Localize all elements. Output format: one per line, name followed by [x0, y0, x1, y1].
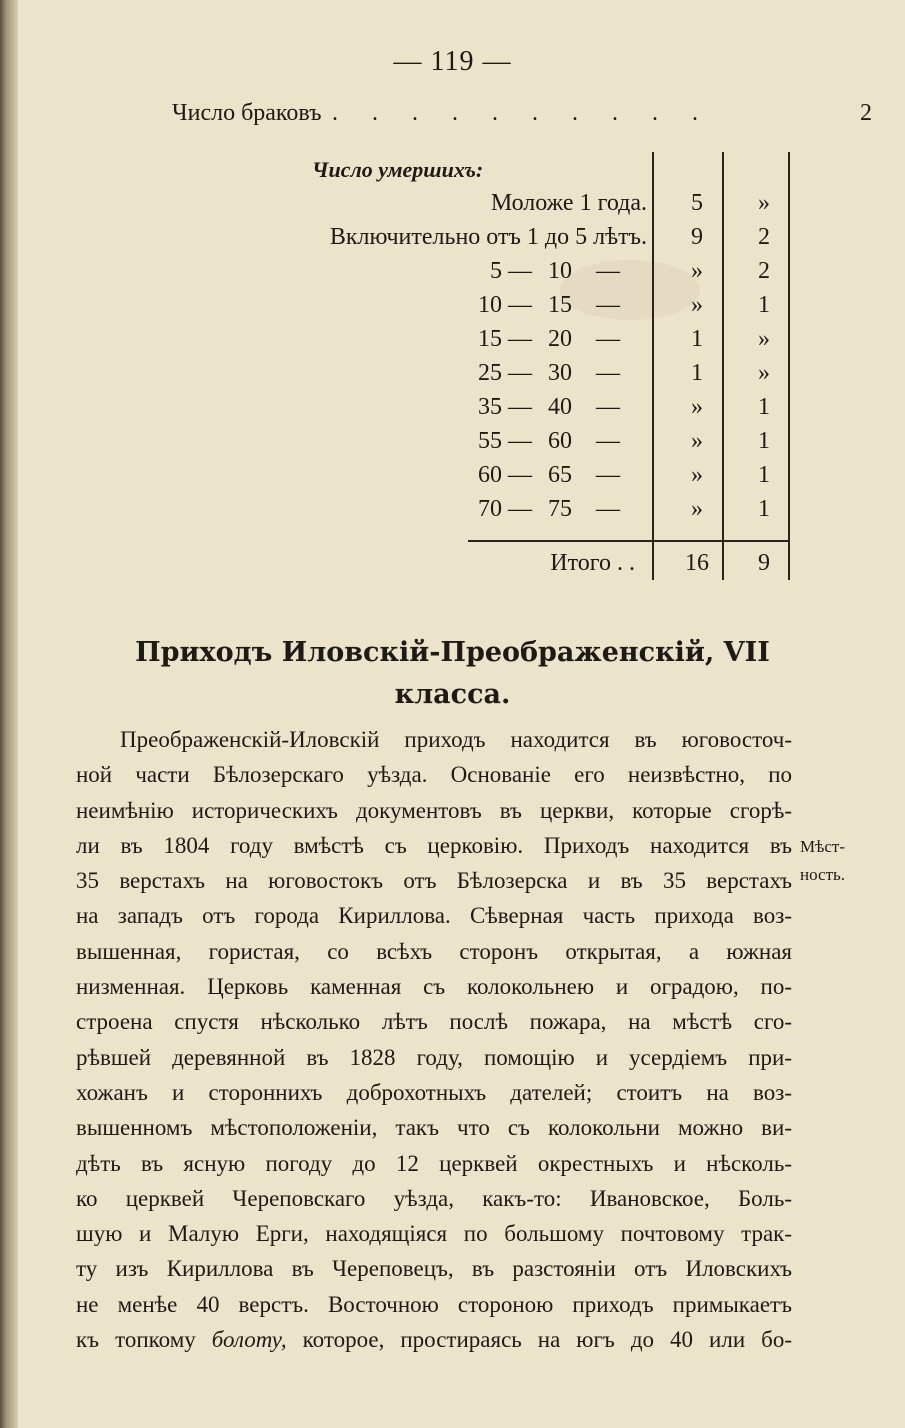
- marriages-line: [172, 100, 872, 136]
- age-from: 35: [478, 394, 502, 420]
- count-column-2: 1: [758, 496, 770, 522]
- text-line: ли въ 1804 году вмѣстѣ съ церковію. Приходъ находится въ: [76, 832, 792, 858]
- age-to: 10: [548, 258, 572, 284]
- text-line: вышенномъ мѣстоположеніи, такъ что съ колокольни можно ви-: [76, 1115, 792, 1141]
- section-title-line-1: Приходъ Иловскій-Преображенскій, VII: [135, 637, 770, 668]
- marriages-value: 2: [860, 100, 872, 126]
- ditto-dash: —: [596, 360, 620, 386]
- count-column-1: 1: [691, 360, 703, 386]
- text-line: строена спустя нѣсколько лѣтъ послѣ пожара, на мѣстѣ сго-: [76, 1009, 792, 1035]
- ditto-dash: —: [596, 258, 620, 284]
- age-from: 70: [478, 496, 502, 522]
- count-column-2: 1: [758, 428, 770, 454]
- age-from: 60: [478, 462, 502, 488]
- leader-dots: . . . . . . . . . .: [332, 100, 712, 126]
- age-from: 5: [490, 258, 502, 284]
- age-to: 60: [548, 428, 572, 454]
- text-line: дѣть въ ясную погоду до 12 церквей окрестныхъ и нѣсколь-: [76, 1150, 792, 1176]
- count-column-2: »: [758, 360, 770, 386]
- count-column-1: »: [691, 496, 703, 522]
- page-number: — 119 —: [393, 46, 512, 77]
- age-to: 40: [548, 394, 572, 420]
- section-title-line-2: класса.: [394, 679, 511, 710]
- age-to: 30: [548, 360, 572, 386]
- range-dash: —: [508, 496, 532, 522]
- ditto-dash: —: [596, 428, 620, 454]
- total-column-1: 16: [685, 550, 709, 576]
- marriages-label: Число браковъ: [172, 100, 322, 126]
- table-total-rule: [468, 540, 790, 542]
- range-dash: —: [508, 394, 532, 420]
- table-row: [0, 496, 905, 530]
- ditto-dash: —: [596, 394, 620, 420]
- count-column-2: »: [758, 190, 770, 216]
- range-dash: —: [508, 428, 532, 454]
- text-segment: къ топкому: [76, 1327, 212, 1353]
- count-column-2: 1: [758, 394, 770, 420]
- text-line: [76, 1322, 792, 1357]
- text-line: низменная. Церковь каменная съ колокольнею и оградою, по-: [76, 974, 792, 1000]
- text-line: Преображенскій-Иловскій приходъ находится въ юговосточ-: [120, 727, 792, 752]
- count-column-2: 1: [758, 462, 770, 488]
- text-line: вышенная, гористая, со всѣхъ сторонъ открытая, а южная: [76, 938, 792, 964]
- deaths-heading: Число умершихъ:: [312, 157, 484, 182]
- age-from: 15: [478, 326, 502, 352]
- range-dash: —: [508, 258, 532, 284]
- age-to: 75: [548, 496, 572, 522]
- text-line: неимѣнію историческихъ документовъ въ церкви, которые сгорѣ-: [76, 797, 792, 823]
- count-column-1: »: [691, 462, 703, 488]
- range-dash: —: [508, 326, 532, 352]
- range-dash: —: [508, 360, 532, 386]
- table-row: [0, 190, 905, 224]
- age-to: 65: [548, 462, 572, 488]
- count-column-1: »: [691, 394, 703, 420]
- total-column-2: 9: [758, 550, 770, 576]
- age-from: 55: [478, 428, 502, 454]
- emphasized-word: болоту,: [211, 1327, 287, 1353]
- text-line: на западъ отъ города Кириллова. Сѣверная часть прихода воз-: [76, 903, 792, 929]
- text-line: ной части Бѣлозерскаго уѣзда. Основаніе его неизвѣстно, по: [76, 762, 792, 788]
- count-column-1: 9: [691, 224, 703, 250]
- count-column-1: »: [691, 292, 703, 318]
- text-line: шую и Малую Ерги, находящіяся по большому почтовому трак-: [76, 1221, 792, 1247]
- count-column-2: 2: [758, 258, 770, 284]
- text-segment: которое, простираясь на югъ до 40 или бо-: [286, 1327, 792, 1353]
- text-line: рѣвшей деревянной въ 1828 году, помощію и усердіемъ при-: [76, 1044, 792, 1070]
- count-column-1: »: [691, 428, 703, 454]
- table-row: [0, 326, 905, 360]
- total-row: [0, 550, 905, 584]
- margin-note: [800, 833, 860, 889]
- margin-note-line-2: ность.: [800, 865, 845, 884]
- range-dash: —: [508, 462, 532, 488]
- table-row: [0, 292, 905, 326]
- age-to: 15: [548, 292, 572, 318]
- table-row: [0, 462, 905, 496]
- ditto-dash: —: [596, 292, 620, 318]
- range-dash: —: [508, 292, 532, 318]
- table-row: [0, 394, 905, 428]
- table-row: [0, 428, 905, 462]
- ditto-dash: —: [596, 326, 620, 352]
- ditto-dash: —: [596, 462, 620, 488]
- text-line: ко церквей Череповскаго уѣзда, какъ-то: Ивановское, Боль-: [76, 1185, 792, 1211]
- row-label: Моложе 1 года.: [490, 190, 647, 216]
- table-row: [0, 360, 905, 394]
- total-label: Итого . .: [550, 550, 635, 576]
- margin-note-line-1: Мѣст-: [800, 837, 845, 856]
- count-column-2: 2: [758, 224, 770, 250]
- age-to: 20: [548, 326, 572, 352]
- ditto-dash: —: [596, 496, 620, 522]
- text-line: ту изъ Кириллова въ Череповецъ, въ разстояніи отъ Иловскихъ: [76, 1256, 792, 1282]
- table-row: [0, 224, 905, 258]
- count-column-1: 1: [691, 326, 703, 352]
- row-label: Включительно отъ 1 до 5 лѣтъ.: [329, 224, 647, 250]
- age-from: 10: [478, 292, 502, 318]
- age-from: 25: [478, 360, 502, 386]
- count-column-1: »: [691, 258, 703, 284]
- count-column-1: 5: [691, 190, 703, 216]
- text-line: 35 верстахъ на юговостокъ отъ Бѣлозерска и въ 35 верстахъ: [76, 868, 792, 894]
- body-paragraph: [76, 722, 792, 1357]
- text-line: не менѣе 40 верстъ. Восточною стороною приходъ примыкаетъ: [76, 1291, 792, 1317]
- text-line: хожанъ и стороннихъ доброхотныхъ дателей; стоитъ на воз-: [76, 1079, 792, 1105]
- table-row: [0, 258, 905, 292]
- count-column-2: »: [758, 326, 770, 352]
- count-column-2: 1: [758, 292, 770, 318]
- section-title: [0, 632, 905, 716]
